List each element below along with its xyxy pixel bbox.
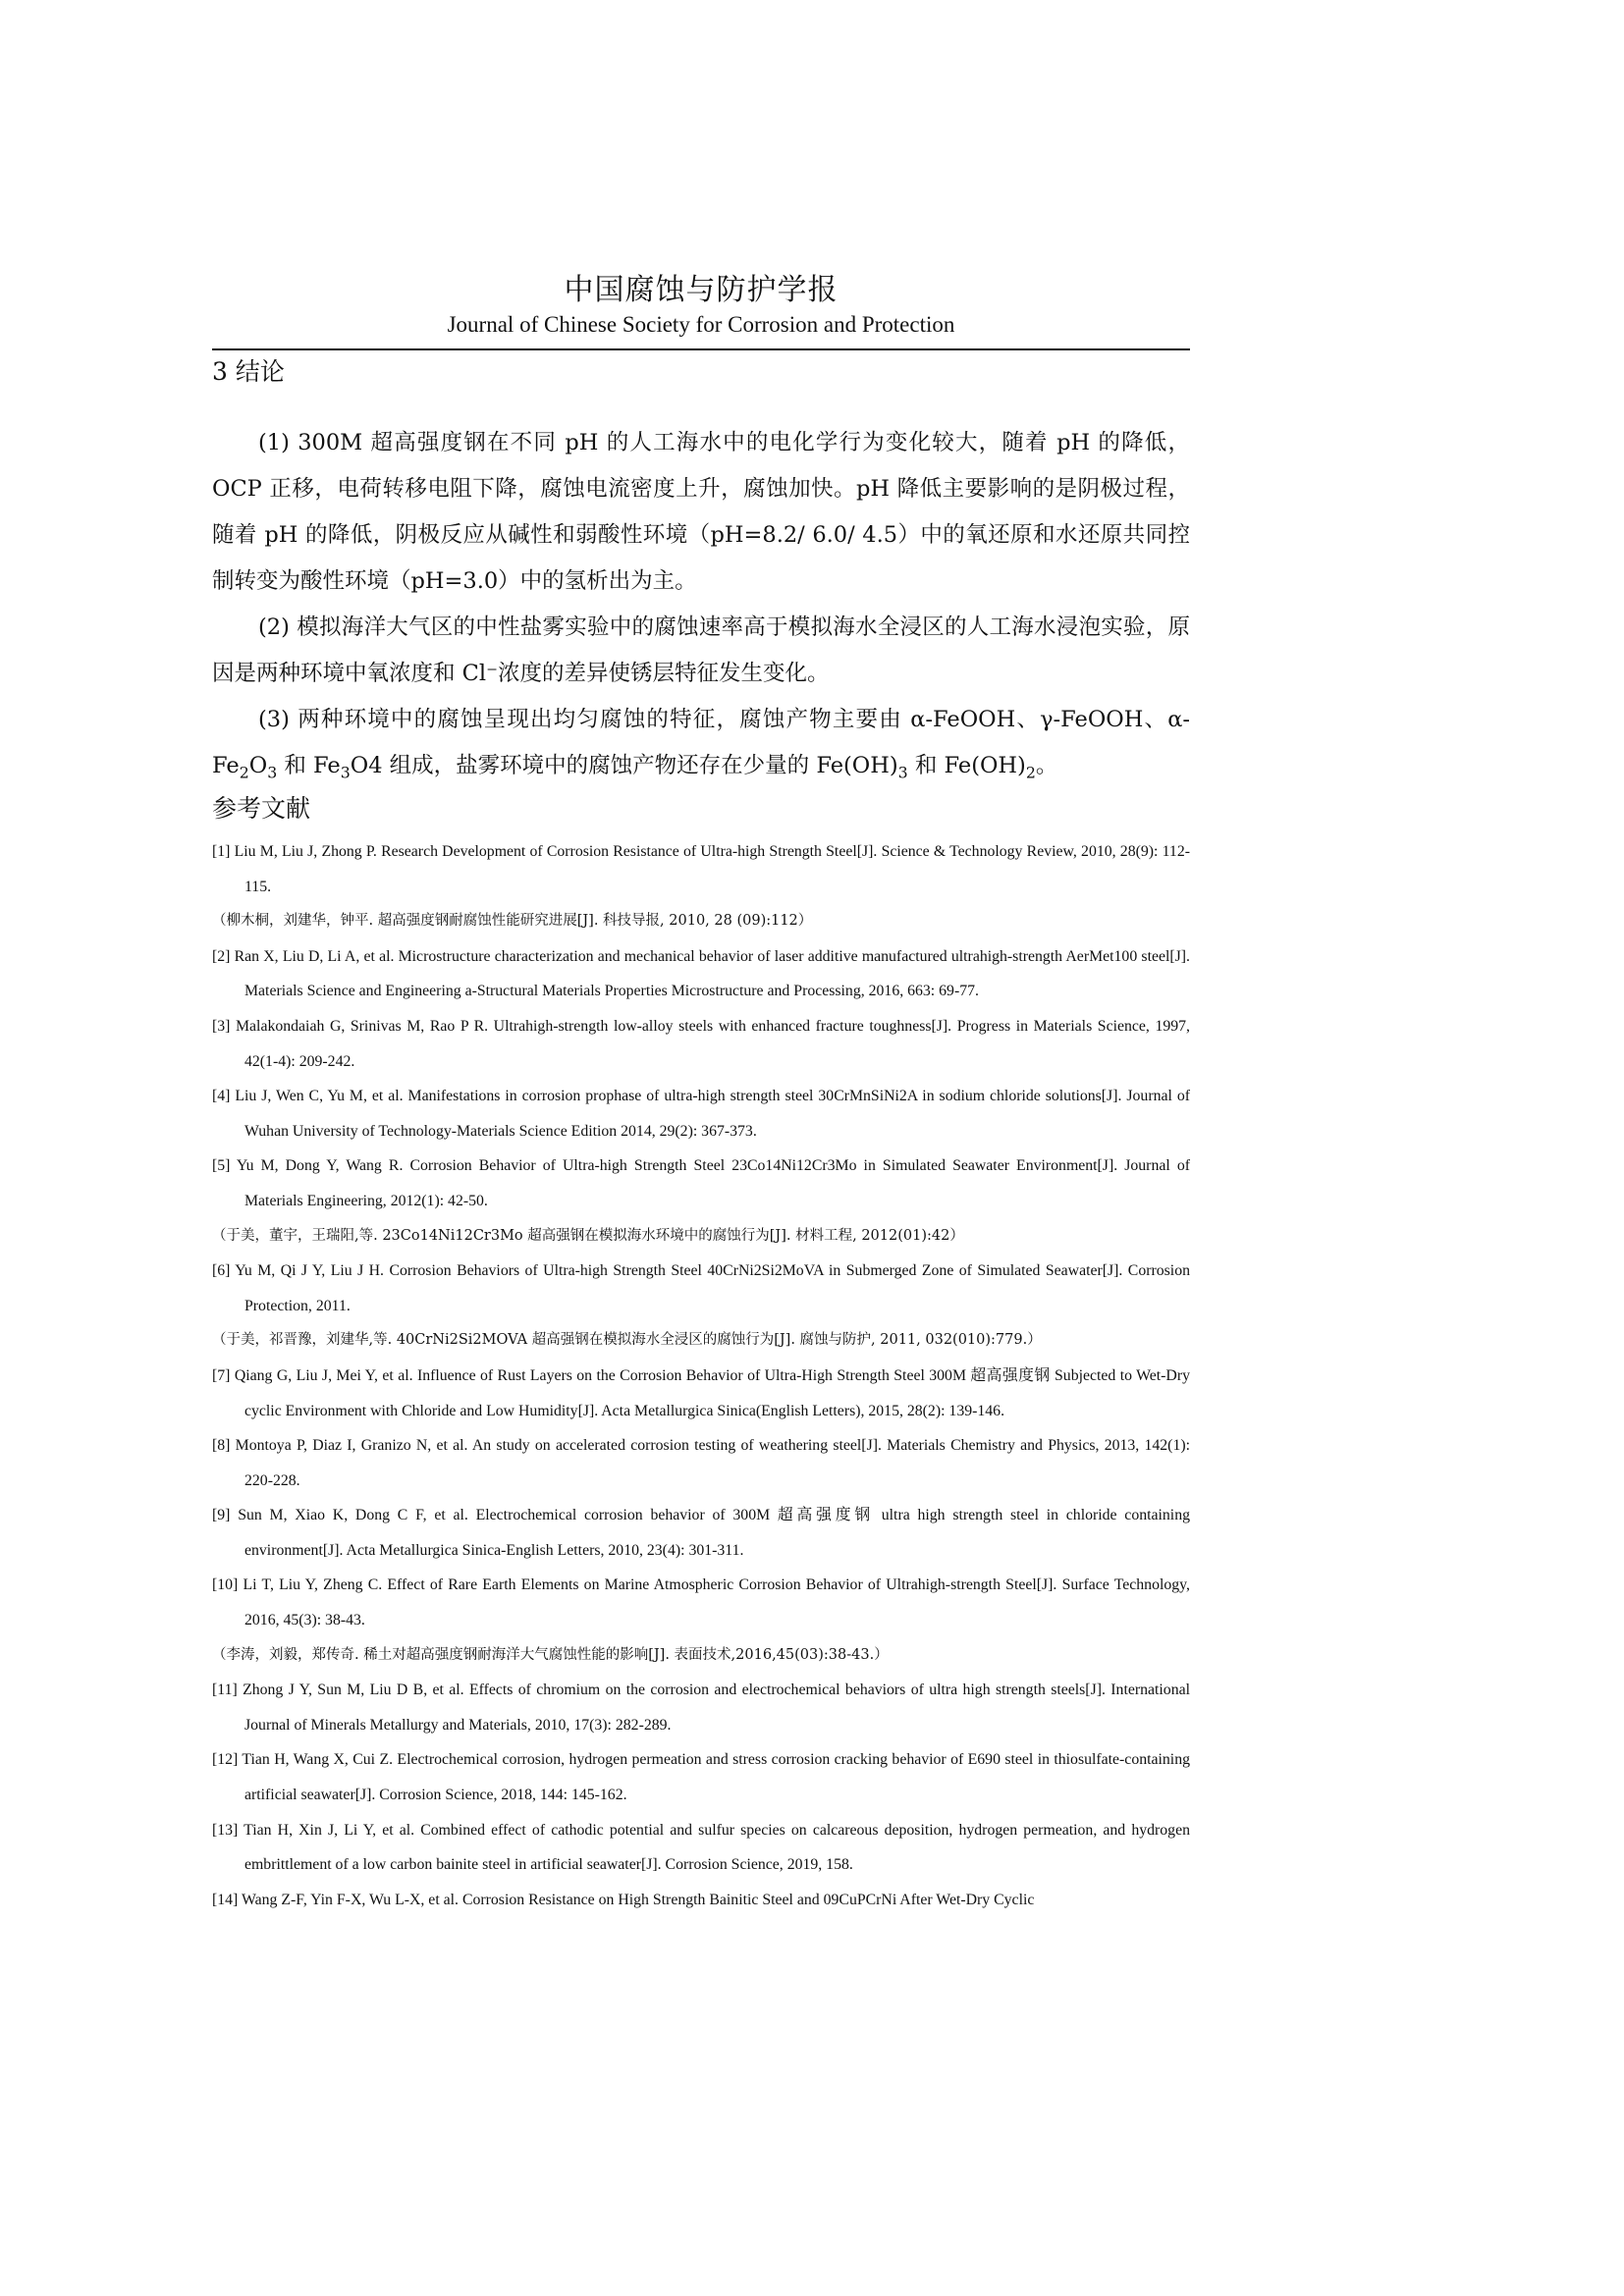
journal-title-en: Journal of Chinese Society for Corrosion and Protection: [447, 312, 955, 337]
references-title: 参考文献: [212, 794, 311, 823]
conclusion-paragraph-3: (3) 两种环境中的腐蚀呈现出均匀腐蚀的特征，腐蚀产物主要由 α-FeOOH、γ-FeOOH、$\alpha-Fe_2O_3$ 和 $Fe_3O4$ 组成，盐雾环境中的腐蚀产物还存在少量的 $Fe(OH)_3$ 和 $Fe(OH)_2$。: [212, 707, 1190, 782]
reference-item-chinese: （柳木桐，刘建华，钟平. 超高强度钢耐腐蚀性能研究进展[J]. 科技导报, 2010, 28 (09):112）: [212, 913, 813, 930]
reference-item: [8] Montoya P, Diaz I, Granizo N, et al. An study on accelerated corrosion testing of weathering steel[J]. Materials Chemistry and Physics, 2013, 142(1): 220-228.: [212, 1437, 1190, 1489]
reference-item: [12] Tian H, Wang X, Cui Z. Electrochemical corrosion, hydrogen permeation and stress corrosion cracking behavior of E690 steel in thiosulfate-containing artificial seawater[J]. Corrosion Science, 2018, 144: 145-162.: [212, 1751, 1190, 1804]
reference-item: [5] Yu M, Dong Y, Wang R. Corrosion Behavior of Ultra-high Strength Steel 23Co14Ni12Cr3Mo in Simulated Seawater Environment[J]. Journal of Materials Engineering, 2012(1): 42-50.: [212, 1157, 1190, 1209]
reference-item-chinese: （于美，祁晋豫，刘建华,等. 40CrNi2Si2MOVA 超高强钢在模拟海水全浸区的腐蚀行为[J]. 腐蚀与防护, 2011, 032(010):779.）: [212, 1332, 1042, 1349]
reference-item: [7] Qiang G, Liu J, Mei Y, et al. Influence of Rust Layers on the Corrosion Behavior of Ultra-High Strength Steel 300M 超高强度钢 Subjected to Wet-Dry cyclic Environment with Chloride and Low Humidity[J]. Acta Metallurgica Sinica(English Letters), 2015, 28(2): 139-146.: [212, 1366, 1190, 1419]
reference-item: [2] Ran X, Liu D, Li A, et al. Microstructure characterization and mechanical behavior of laser additive manufactured ultrahigh-strength AerMet100 steel[J]. Materials Science and Engineering a-Structural Materials Properties Microstructure and Processing, 2016, 663: 69-77.: [212, 947, 1190, 1000]
main-content: [212, 353, 1190, 1917]
journal-title-cn: 中国腐蚀与防护学报: [564, 273, 839, 307]
reference-item: [13] Tian H, Xin J, Li Y, et al. Combined effect of cathodic potential and sulfur species on calcareous deposition, hydrogen permeation, and hydrogen embrittlement of a low carbon bainite steel in artificial seawater[J]. Corrosion Science, 2019, 158.: [212, 1821, 1190, 1874]
reference-item: [6] Yu M, Qi J Y, Liu J H. Corrosion Behaviors of Ultra-high Strength Steel 40CrNi2Si2MoVA in Submerged Zone of Simulated Seawater[J]. Corrosion Protection, 2011.: [212, 1262, 1190, 1314]
reference-item: [11] Zhong J Y, Sun M, Liu D B, et al. Effects of chromium on the corrosion and electrochemical behaviors of ultra high strength steels[J]. International Journal of Minerals Metallurgy and Materials, 2010, 17(3): 282-289.: [212, 1682, 1190, 1734]
reference-item-chinese: （李涛，刘毅，郑传奇. 稀土对超高强度钢耐海洋大气腐蚀性能的影响[J]. 表面技术,2016,45(03):38-43.）: [212, 1646, 889, 1663]
reference-item: [10] Li T, Liu Y, Zheng C. Effect of Rare Earth Elements on Marine Atmospheric Corrosion Behavior of Ultrahigh-strength Steel[J]. Surface Technology, 2016, 45(3): 38-43.: [212, 1576, 1190, 1629]
journal-header: [212, 271, 1190, 340]
header-rule: [212, 348, 1190, 350]
reference-item-chinese: （于美，董宇，王瑞阳,等. 23Co14Ni12Cr3Mo 超高强钢在模拟海水环境中的腐蚀行为[J]. 材料工程, 2012(01):42）: [212, 1227, 964, 1244]
reference-item: [3] Malakondaiah G, Srinivas M, Rao P R. Ultrahigh-strength low-alloy steels with enhanced fracture toughness[J]. Progress in Materials Science, 1997, 42(1-4): 209-242.: [212, 1017, 1190, 1070]
reference-item: [14] Wang Z-F, Yin F-X, Wu L-X, et al. Corrosion Resistance on High Strength Bainitic Steel and 09CuPCrNi After Wet-Dry Cyclic: [212, 1891, 1035, 1908]
conclusion-paragraph-2: (2) 模拟海洋大气区的中性盐雾实验中的腐蚀速率高于模拟海水全浸区的人工海水浸泡实验，原因是两种环境中氧浓度和 Cl⁻浓度的差异使锈层特征发生变化。: [212, 614, 1190, 686]
reference-item: [4] Liu J, Wen C, Yu M, et al. Manifestations in corrosion prophase of ultra-high strength steel 30CrMnSiNi2A in sodium chloride solutions[J]. Journal of Wuhan University of Technology-Materials Science Edition 2014, 29(2): 367-373.: [212, 1088, 1190, 1140]
reference-item: [1] Liu M, Liu J, Zhong P. Research Development of Corrosion Resistance of Ultra-high Strength Steel[J]. Science & Technology Review, 2010, 28(9): 112-115.: [212, 843, 1190, 895]
section-title: 3 结论: [212, 357, 285, 386]
reference-list: [212, 834, 1190, 1917]
reference-item: [9] Sun M, Xiao K, Dong C F, et al. Electrochemical corrosion behavior of 300M 超高强度钢 ultra high strength steel in chloride containing environment[J]. Acta Metallurgica Sinica-English Letters, 2010, 23(4): 301-311.: [212, 1507, 1190, 1559]
conclusion-paragraph-1: (1) 300M 超高强度钢在不同 pH 的人工海水中的电化学行为变化较大，随着 pH 的降低，OCP 正移，电荷转移电阻下降，腐蚀电流密度上升，腐蚀加快。pH 降低主要影响的是阴极过程，随着 pH 的降低，阴极反应从碱性和弱酸性环境（pH=8.2/ 6.0/ 4.5）中的氧还原和水还原共同控制转变为酸性环境（pH=3.0）中的氢析出为主。: [212, 430, 1190, 594]
